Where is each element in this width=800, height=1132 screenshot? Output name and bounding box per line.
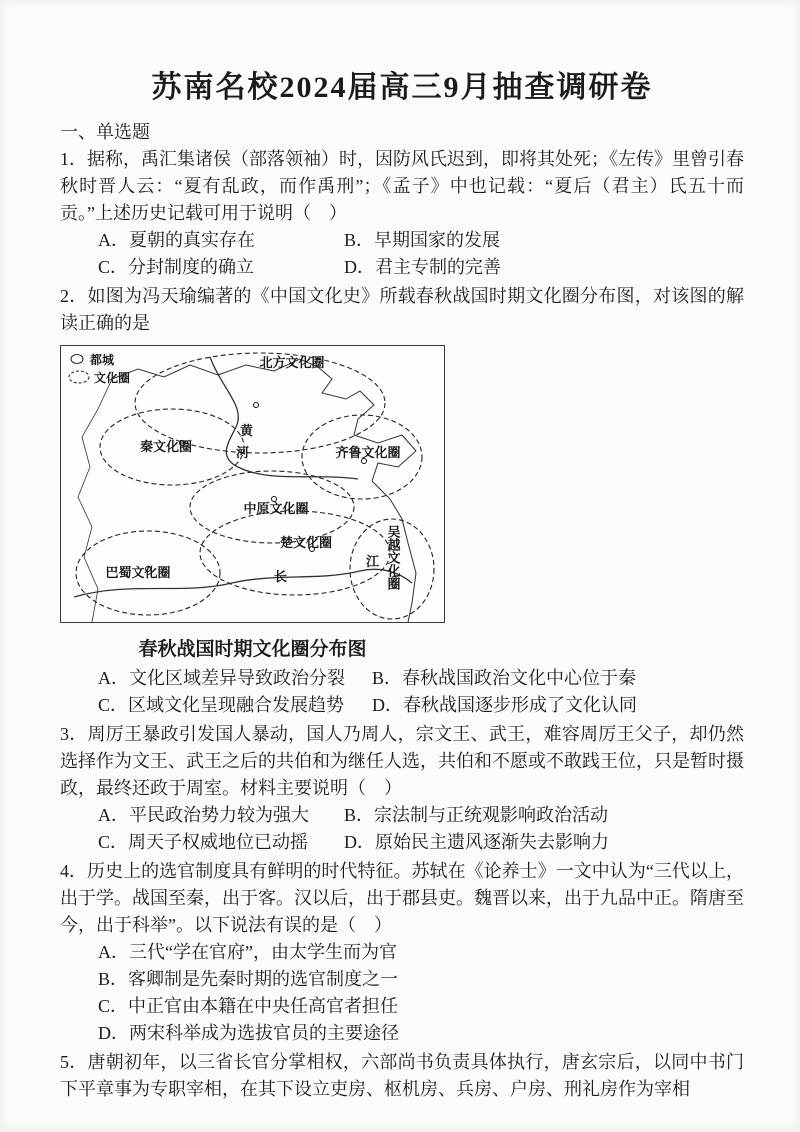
question-3-option-c: C．周天子权威地位已动摇 (98, 832, 309, 852)
question-2-option-c: C．区域文化呈现融合发展趋势 (98, 695, 345, 715)
question-1-option-a: A．夏朝的真实存在 (98, 230, 255, 250)
wuyue-circle-label: 吴越文化圈 (385, 525, 401, 590)
yangtze-label-chang: 长 (274, 569, 288, 584)
question-5-stem: 5．唐朝初年，以三省长官分掌相权，六部尚书负责具体执行，唐玄宗后，以同中书门下平章事为专职宰相，在其下设立吏房、枢机房、兵房、户房、刑礼房作为宰相 (60, 1052, 744, 1099)
legend-capital-label: 都城 (90, 353, 115, 367)
question-4-option-b: B．客卿制是先秦时期的选官制度之一 (98, 969, 399, 989)
north-circle-label: 北方文化圈 (259, 355, 325, 370)
question-3-options (60, 802, 744, 856)
question-1-option-c: C．分封制度的确立 (98, 257, 255, 277)
culture-map (60, 345, 445, 623)
question-3-option-b: B．宗法制与正统观影响政治活动 (344, 805, 609, 825)
question-2-stem: 2．如图为冯天瑜编著的《中国文化史》所载春秋战国时期文化圈分布图，对该图的解读正确的是 (60, 286, 744, 333)
yellow-river-label-he: 河 (236, 445, 250, 460)
question-2-option-d: D．春秋战国逐步形成了文化认同 (372, 695, 637, 715)
question-4-option-c: C．中正官由本籍在中央任高官者担任 (98, 996, 399, 1016)
question-4-option-a: A．三代“学在官府”，由太学生而为官 (98, 942, 397, 962)
question-3-stem: 3．周厉王暴政引发国人暴动，国人乃周人，宗文王、武王，难容周厉王父子，却仍然选择作为文王、武王之后的共伯和为继任人选，共伯和不愿或不敢践王位，只是暂时摄政，最终还政于周室。材料主要说明（ ） (60, 724, 744, 798)
chu-circle-label: 楚文化圈 (279, 535, 333, 550)
question-4-options (60, 939, 744, 1047)
question-1-options (60, 227, 744, 281)
bashu-circle-label: 巴蜀文化圈 (105, 565, 171, 580)
culture-map-figure (60, 345, 445, 661)
question-1-option-d: D．君主专制的完善 (344, 257, 501, 277)
zhongyuan-circle-label: 中原文化圈 (243, 501, 309, 516)
question-2-option-b: B．春秋战国政治文化中心位于秦 (372, 668, 637, 688)
page-title: 苏南名校2024届高三9月抽查调研卷 (151, 71, 653, 104)
legend-circle-label: 文化圈 (94, 371, 131, 385)
question-2-options (60, 665, 744, 719)
question-4-option-d: D．两宋科举成为选拔官员的主要途径 (98, 1023, 399, 1043)
qilu-circle-label: 齐鲁文化圈 (335, 445, 401, 460)
question-3-option-a: A．平民政治势力较为强大 (98, 805, 309, 825)
question-2-option-a: A．文化区域差异导致政治分裂 (98, 668, 345, 688)
question-3-option-d: D．原始民主遗风逐渐失去影响力 (344, 832, 609, 852)
yellow-river-label-huang: 黄 (240, 423, 254, 438)
yangtze-label-jiang: 江 (366, 554, 380, 569)
map-caption: 春秋战国时期文化圈分布图 (138, 639, 367, 660)
question-4-stem: 4．历史上的选官制度具有鲜明的时代特征。苏轼在《论养士》一文中认为“三代以上，出于学。战国至秦，出于客。汉以后，出于郡县吏。魏晋以来，出于九品中正。隋唐至今，出于科举”。以下说法有误的是（ ） (60, 861, 744, 935)
section-heading: 一、单选题 (60, 122, 150, 142)
question-1-stem: 1．据称，禹汇集诸侯（部落领袖）时，因防风氏迟到，即将其处死；《左传》里曾引春秋时晋人云：“夏有乱政，而作禹刑”；《孟子》中也记载：“夏后（君主）氏五十而贡。”上述历史记载可用于说明（ ） (60, 149, 744, 223)
question-1-option-b: B．早期国家的发展 (344, 230, 501, 250)
qin-circle-label: 秦文化圈 (139, 439, 193, 454)
